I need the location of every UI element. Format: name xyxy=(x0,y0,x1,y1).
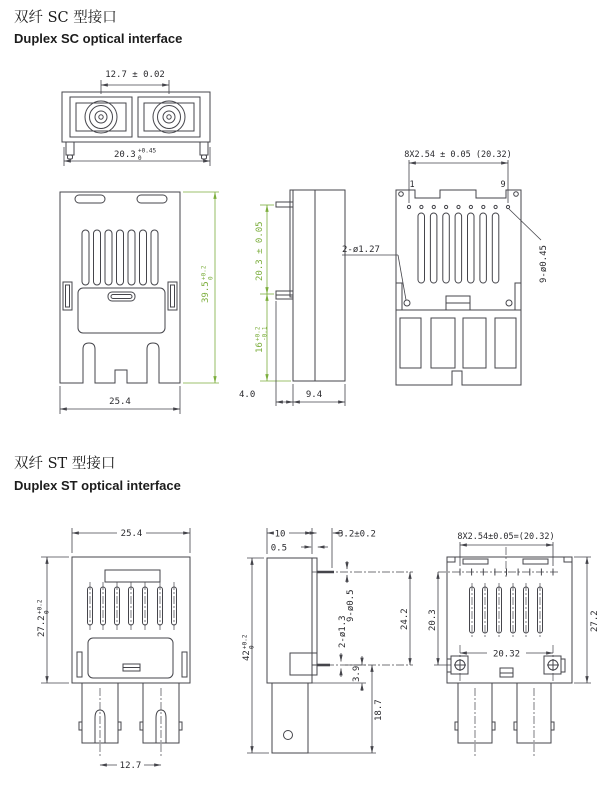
dim-sc-side-front-text: 4.0 xyxy=(239,390,256,400)
dim-sc-side-upper-text: 20.3 ± 0.05 xyxy=(255,221,265,281)
st-front-slots xyxy=(88,582,177,630)
st-front-view xyxy=(37,528,191,771)
label-st-posts xyxy=(338,615,348,677)
dim-st-front-width xyxy=(72,528,190,553)
dim-sc-side-upper xyxy=(255,205,274,294)
dim-sc-side-lower-sup: +0.2 xyxy=(254,326,262,341)
dim-sc-housing-height-sup: +0.2 xyxy=(200,265,208,280)
dim-st-side-height-text: 42 xyxy=(242,650,252,661)
sc-housing-vent-slots xyxy=(82,230,158,285)
dim-st-side-step xyxy=(312,656,366,691)
dim-st-side-barrel xyxy=(308,665,384,753)
dim-sc-side-lower xyxy=(255,294,292,381)
sc-port-right xyxy=(153,101,185,133)
dim-sc-housing-height-sub: 0 xyxy=(207,276,215,280)
st-front-barrels xyxy=(79,683,182,758)
dim-sc-side-depth-text: 9.4 xyxy=(305,390,323,400)
label-st-pin-holes-text: 9-ø0.5 xyxy=(346,589,356,622)
dim-st-front-height-sub: 0 xyxy=(43,610,51,614)
st-rear-slots xyxy=(470,583,543,637)
dim-st-side-gap xyxy=(271,544,328,554)
dim-st-side-gap-text: 0.5 xyxy=(270,543,287,554)
dim-sc-span-sub: 0 xyxy=(138,155,142,162)
st-rear-screw-right xyxy=(544,656,565,674)
dim-sc-span xyxy=(64,147,210,166)
sc-rear-view xyxy=(342,150,549,385)
label-sc-posts-text: 2-ø1.27 xyxy=(342,245,380,255)
dim-st-rear-screws-text: 20.32 xyxy=(492,649,521,660)
dim-st-side-span xyxy=(400,572,410,665)
sc-side-view xyxy=(239,190,345,406)
dim-sc-housing-width-text: 25.4 xyxy=(109,397,131,407)
st-side-view xyxy=(242,528,414,753)
dim-sc-housing-height xyxy=(183,192,219,383)
st-title-chinese: 双纤 ST 型接口 xyxy=(14,456,116,472)
sc-rear-pin-dots xyxy=(407,205,509,208)
st-title-english: Duplex ST optical interface xyxy=(14,478,181,493)
dim-st-front-pitch xyxy=(100,761,161,771)
dim-st-side-tab xyxy=(306,528,376,568)
dim-sc-pitch-text: 12.7 ± 0.02 xyxy=(105,70,165,80)
dim-st-front-height-text: 27.2 xyxy=(37,615,47,637)
sc-section-header xyxy=(14,8,182,46)
dim-sc-side-lower-text: 16 xyxy=(255,342,265,353)
st-rear-barrels xyxy=(455,683,554,758)
dim-st-rear-screws xyxy=(460,645,553,681)
sc-pin9-label: 9 xyxy=(500,180,506,190)
sc-rear-vent-slots xyxy=(418,213,499,283)
dim-sc-housing-height-text: 39.5 xyxy=(201,281,211,303)
dim-st-front-height-sup: +0.2 xyxy=(36,599,44,614)
dim-st-front-width-text: 25.4 xyxy=(120,529,143,539)
sc-pin1-label: 1 xyxy=(409,180,415,190)
st-rear-view xyxy=(428,532,600,758)
label-sc-pin-holes xyxy=(509,209,549,283)
dim-st-side-span-text: 24.2 xyxy=(400,608,410,630)
dim-st-rear-left xyxy=(428,572,451,665)
label-st-posts-text: 2-ø1.3 xyxy=(338,615,348,648)
dim-st-side-height-sub: 0 xyxy=(248,645,256,649)
sc-coupling-legs xyxy=(66,142,208,159)
dim-st-side-step-text: 3.9 xyxy=(352,665,362,682)
dim-st-front-height xyxy=(37,557,70,683)
label-st-pin-holes xyxy=(346,561,356,622)
sc-title-chinese: 双纤 SC 型接口 xyxy=(14,10,117,26)
dim-st-rear-left-text: 20.3 xyxy=(428,609,438,631)
dim-st-side-barrel-text: 18.7 xyxy=(374,699,384,721)
dim-st-side-tab-text: 3.2±0.2 xyxy=(338,529,376,540)
dim-sc-pitch xyxy=(101,70,169,94)
dim-st-rear-right xyxy=(574,557,600,683)
dim-sc-span-text: 20.3 xyxy=(114,150,136,160)
sc-title-english: Duplex SC optical interface xyxy=(14,31,183,46)
dim-st-rear-pins-text: 8X2.54±0.05=(20.32) xyxy=(457,532,555,542)
dim-sc-span-sup: +0.45 xyxy=(138,147,157,155)
dim-st-rear-right-text: 27.2 xyxy=(590,610,600,632)
dim-st-side-depth-text: 10 xyxy=(274,529,286,540)
st-section-header xyxy=(14,454,181,493)
label-sc-pin-holes-text: 9-ø0.45 xyxy=(539,245,549,283)
dim-st-front-pitch-text: 12.7 xyxy=(119,761,142,771)
dim-sc-side-lower-sub: -0.1 xyxy=(261,326,269,341)
dim-st-side-height-sup: +0.2 xyxy=(241,634,249,649)
dim-sc-rear-pins-text: 8X2.54 ± 0.05 (20.32) xyxy=(404,150,512,160)
sc-port-left xyxy=(85,101,117,133)
sc-housing-front-view xyxy=(60,192,219,414)
sc-rear-openings xyxy=(400,318,516,368)
sc-coupling-front-view xyxy=(62,70,210,166)
dim-sc-housing-width xyxy=(60,386,180,414)
dim-st-side-height xyxy=(242,558,270,753)
dim-sc-rear-pins xyxy=(404,150,511,203)
